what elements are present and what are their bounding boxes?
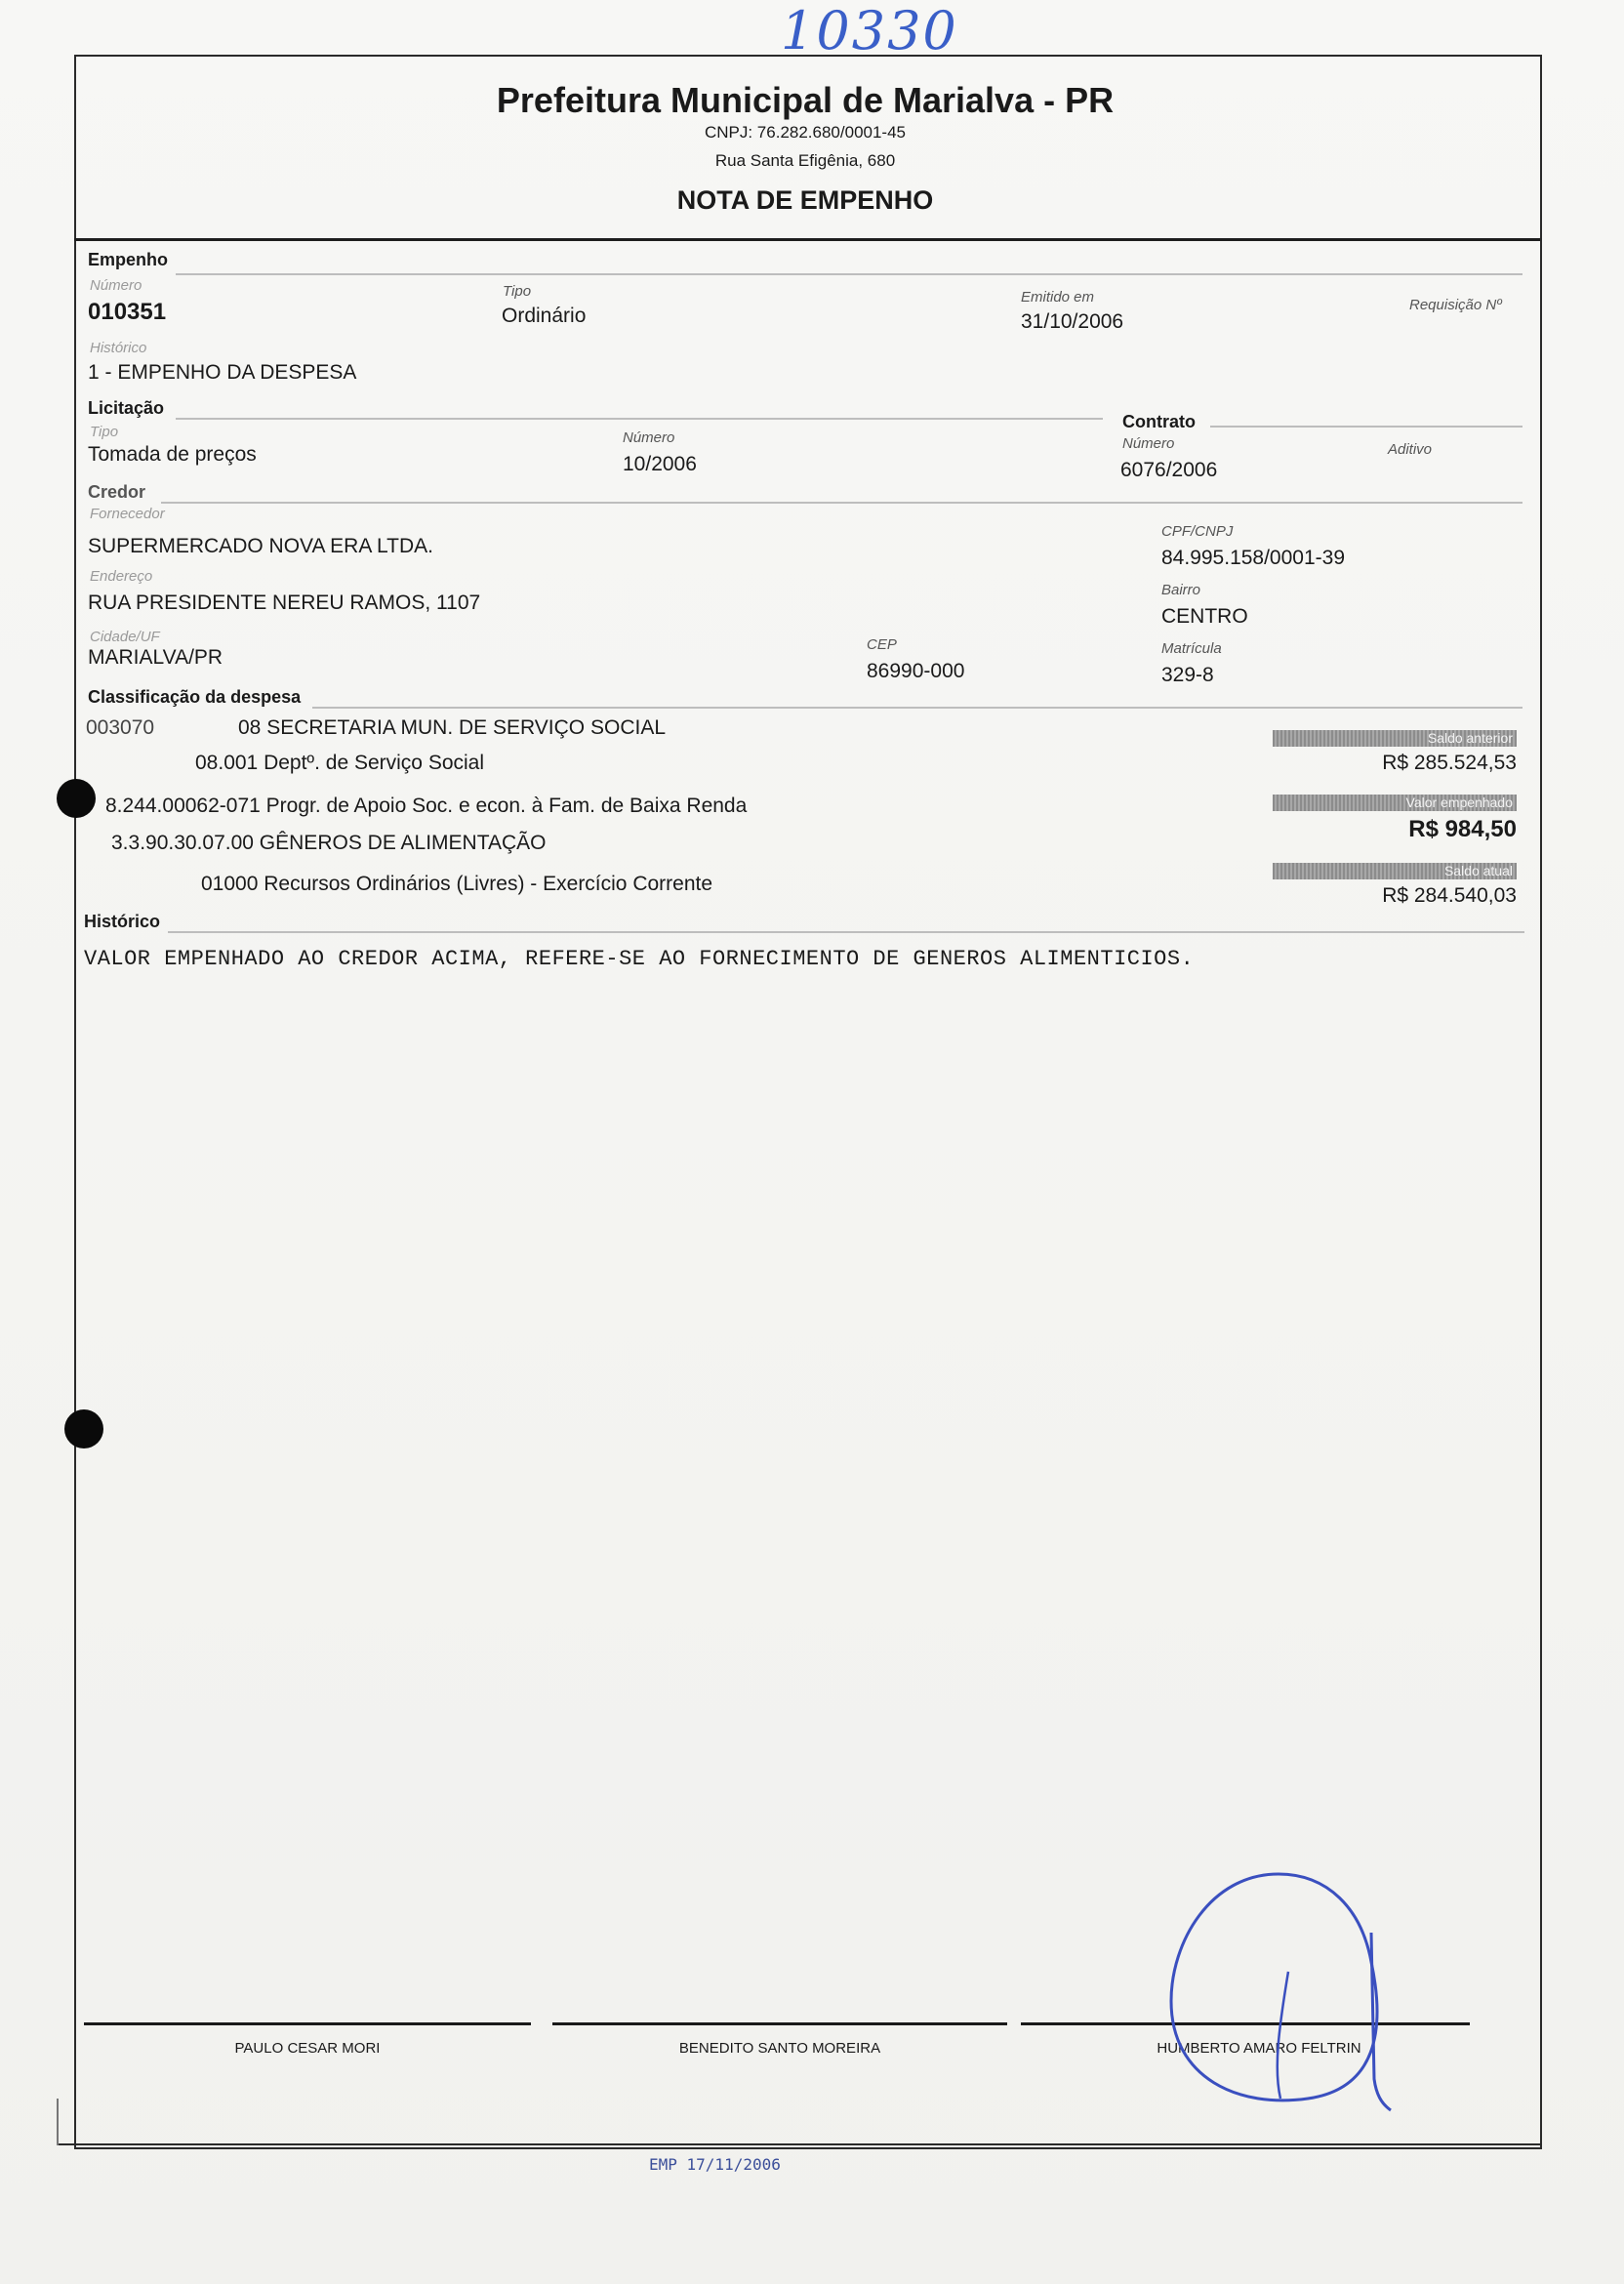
margin-tick bbox=[57, 2099, 59, 2145]
municipality-cnpj: CNPJ: 76.282.680/0001-45 bbox=[704, 123, 907, 142]
handwritten-page-number: 10330 bbox=[781, 0, 958, 61]
signature-name-3: HUMBERTO AMARO FELTRIN bbox=[1157, 2040, 1361, 2057]
contrato-numero-value: 6076/2006 bbox=[1120, 459, 1218, 481]
licitacao-tipo-value: Tomada de preços bbox=[88, 443, 257, 466]
matricula-value: 329-8 bbox=[1161, 664, 1214, 686]
contrato-numero-label: Número bbox=[1122, 435, 1175, 452]
requisicao-label: Requisição Nº bbox=[1409, 297, 1502, 313]
credor-section-label: Credor bbox=[88, 482, 146, 502]
signature-line-2 bbox=[552, 2022, 1007, 2025]
classificacao-fonte: 01000 Recursos Ordinários (Livres) - Exercício Corrente bbox=[201, 873, 713, 895]
bairro-value: CENTRO bbox=[1161, 605, 1248, 628]
empenho-historico-label: Histórico bbox=[90, 340, 147, 356]
punch-hole-top bbox=[57, 779, 96, 818]
saldo-atual-value: R$ 284.540,03 bbox=[1382, 884, 1517, 907]
classificacao-code: 003070 bbox=[86, 716, 155, 739]
municipality-address: Rua Santa Efigênia, 680 bbox=[714, 151, 896, 170]
empenho-section-label: Empenho bbox=[88, 250, 169, 269]
saldo-atual-label: Saldo atual bbox=[1273, 863, 1517, 879]
licitacao-numero-value: 10/2006 bbox=[623, 453, 697, 475]
empenho-numero-value: 010351 bbox=[88, 299, 167, 325]
empenho-historico-value: 1 - EMPENHO DA DESPESA bbox=[88, 361, 357, 384]
empenho-rule bbox=[176, 273, 1522, 275]
header-divider bbox=[74, 238, 1540, 241]
emitido-label: Emitido em bbox=[1021, 289, 1095, 306]
fornecedor-label: Fornecedor bbox=[90, 506, 165, 522]
licitacao-rule bbox=[176, 418, 1103, 420]
cnpj-value: 84.995.158/0001-39 bbox=[1161, 547, 1346, 569]
cnpj-label: CPF/CNPJ bbox=[1161, 523, 1234, 540]
classificacao-unidade: 08.001 Deptº. de Serviço Social bbox=[195, 752, 485, 774]
punch-hole-bottom bbox=[64, 1409, 103, 1448]
licitacao-section-label: Licitação bbox=[88, 398, 165, 418]
endereco-label: Endereço bbox=[90, 568, 153, 585]
emitido-value: 31/10/2006 bbox=[1021, 310, 1124, 333]
cep-label: CEP bbox=[867, 636, 897, 653]
classificacao-section-label: Classificação da despesa bbox=[88, 687, 302, 707]
cep-value: 86990-000 bbox=[867, 660, 965, 682]
cidade-value: MARIALVA/PR bbox=[88, 646, 223, 669]
classificacao-elemento: 3.3.90.30.07.00 GÊNEROS DE ALIMENTAÇÃO bbox=[111, 832, 547, 854]
licitacao-numero-label: Número bbox=[623, 429, 675, 446]
bairro-label: Bairro bbox=[1161, 582, 1201, 598]
empenho-tipo-value: Ordinário bbox=[502, 305, 587, 327]
signature-name-2: BENEDITO SANTO MOREIRA bbox=[678, 2040, 881, 2057]
classificacao-rule bbox=[312, 707, 1522, 709]
contrato-rule bbox=[1210, 426, 1522, 428]
saldo-anterior-value: R$ 285.524,53 bbox=[1382, 752, 1517, 774]
municipality-title: Prefeitura Municipal de Marialva - PR bbox=[496, 80, 1115, 120]
contrato-aditivo-label: Aditivo bbox=[1388, 441, 1433, 458]
valor-empenhado-label: Valor empenhado bbox=[1273, 795, 1517, 811]
historico-text: VALOR EMPENHADO AO CREDOR ACIMA, REFERE-SE AO FORNECIMENTO DE GENEROS ALIMENTICIOS. bbox=[84, 947, 1195, 971]
bottom-divider bbox=[57, 2143, 1540, 2145]
cidade-label: Cidade/UF bbox=[90, 629, 160, 645]
classificacao-programa: 8.244.00062-071 Progr. de Apoio Soc. e econ. à Fam. de Baixa Renda bbox=[105, 795, 748, 817]
fornecedor-value: SUPERMERCADO NOVA ERA LTDA. bbox=[88, 535, 433, 557]
handwritten-signature-drawing bbox=[1152, 1855, 1444, 2118]
empenho-numero-label: Número bbox=[90, 277, 142, 294]
contrato-section-label: Contrato bbox=[1122, 412, 1196, 431]
signature-name-1: PAULO CESAR MORI bbox=[234, 2040, 381, 2057]
endereco-value: RUA PRESIDENTE NEREU RAMOS, 1107 bbox=[88, 591, 481, 614]
matricula-label: Matrícula bbox=[1161, 640, 1222, 657]
classificacao-orgao: 08 SECRETARIA MUN. DE SERVIÇO SOCIAL bbox=[238, 716, 667, 739]
credor-rule bbox=[161, 502, 1522, 504]
document-title: NOTA DE EMPENHO bbox=[676, 185, 934, 215]
historico-section-label: Histórico bbox=[84, 912, 161, 931]
signature-line-1 bbox=[84, 2022, 531, 2025]
empenho-tipo-label: Tipo bbox=[503, 283, 532, 300]
saldo-anterior-label: Saldo anterior bbox=[1273, 730, 1517, 747]
valor-empenhado-value: R$ 984,50 bbox=[1408, 816, 1517, 842]
historico-rule bbox=[168, 931, 1524, 933]
footer-stamp: EMP 17/11/2006 bbox=[649, 2155, 781, 2174]
licitacao-tipo-label: Tipo bbox=[90, 424, 119, 440]
